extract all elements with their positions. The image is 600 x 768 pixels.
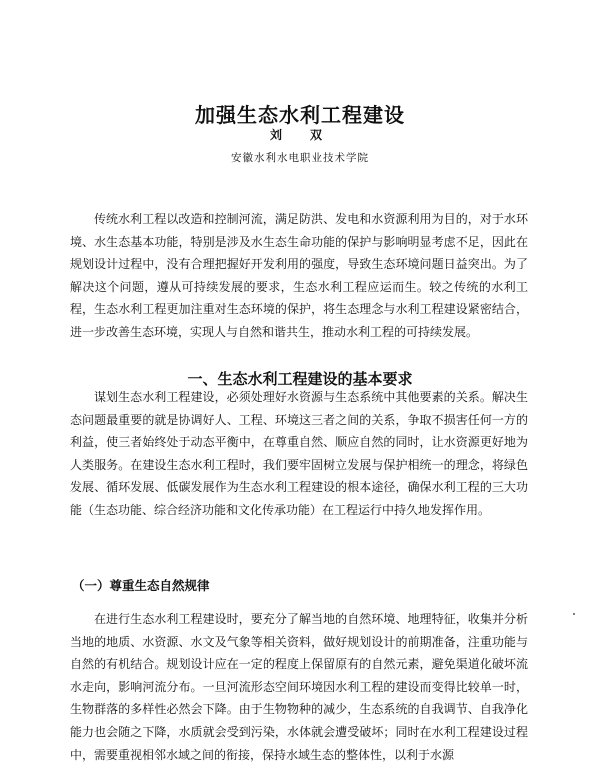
- scan-speck: [573, 613, 575, 615]
- subsection-heading-respect-nature: （一）尊重生态自然规律: [72, 578, 210, 593]
- subsection-paragraph-respect-nature: 在进行生态水利工程建设时，要充分了解当地的自然环境、地理特征，收集并分析当地的地质、水资源、水文及气象等相关资料，做好规划设计的前期准备，注重功能与自然的有机结合。规划设计应在一定的程度上保留原有的自然元素，避免渠道化破坏流水走向，影响河流分布。一旦河流形态空间环境因水利工程的建设而变得比较单一时，生物群落的多样性必然会下降。由于生物物种的减少，生态系统的自我调节、自我净化能力也会随之下降，水质就会受到污染，水体就会遭受破坏；同时在水利工程建设过程中，需要重视相邻水域之间的衔接，保持水域生态的整体性，以利于水源: [70, 612, 528, 762]
- section-heading-basic-requirements: 一、生态水利工程建设的基本要求: [187, 370, 413, 388]
- section-paragraph-basic-requirements: 谋划生态水利工程建设，必须处理好水资源与生态系统中其他要素的关系。解决生态问题最重要的就是协调好人、工程、环境这三者之间的关系，争取不损害任何一方的利益，使三者始终处于动态平衡中，在尊重自然、顺应自然的同时，让水资源更好地为人类服务。在建设生态水利工程时，我们要牢固树立发展与保护相统一的理念，将绿色发展、循环发展、低碳发展作为生态水利工程建设的根本途径，确保水利工程的三大功能（生态功能、综合经济功能和文化传承功能）在工程运行中持久地发挥作用。: [70, 390, 528, 517]
- author-name: 刘 双: [269, 128, 330, 142]
- intro-paragraph: 传统水利工程以改造和控制河流，满足防洪、发电和水资源利用为目的，对于水环境、水生态基本功能，特别是涉及水生态生命功能的保护与影响明显考虑不足，因此在规划设计过程中，没有合理把握好开发利用的强度，导致生态环境问题日益突出。为了解决这个问题，遵从可持续发展的要求，生态水利工程应运而生。较之传统的水利工程，生态水利工程更加注重对生态环境的保护，将生态理念与水利工程建设紧密结合，进一步改善生态环境，实现人与自然和谐共生，推动水利工程的可持续发展。: [70, 212, 528, 339]
- author-affiliation: 安徽水利水电职业技术学院: [231, 152, 369, 164]
- article-title: 加强生态水利工程建设: [195, 103, 405, 128]
